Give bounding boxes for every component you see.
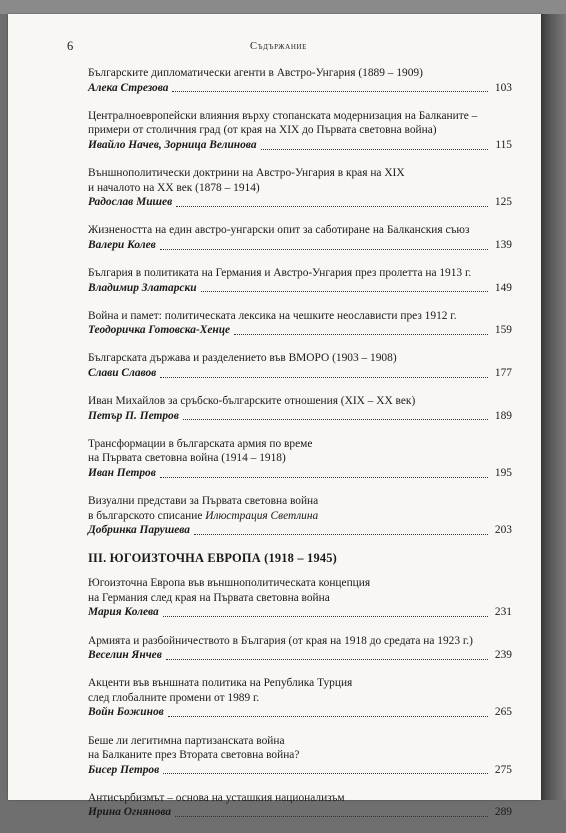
entry-title-line: и началото на XX век (1878 – 1914) [88,181,260,194]
entry-title-line: Трансформации в българската армия по време [88,437,313,450]
dot-leader [183,411,488,420]
entry-author-line [88,323,512,338]
entry-author-line [88,805,512,820]
dot-leader [166,651,488,660]
entry-page-number: 195 [494,466,512,479]
entry-title-line: на Балканите през Втората световна война? [88,749,300,762]
entry-title-line: Акценти във външната политика на Република Турция [88,677,353,690]
toc-entry[interactable] [88,734,512,778]
entry-author: Владимир Златарски [88,281,197,294]
dot-leader [176,198,488,207]
entry-page-number: 139 [494,238,512,251]
entry-title-line: Антисърбизмът – основа на усташкия национализъм [88,791,345,804]
entry-author-line [88,81,512,96]
entry-page-number: 189 [494,409,512,422]
entry-author: Ирина Огнянова [88,806,172,819]
entry-page-number: 177 [494,366,512,379]
dot-leader [194,526,488,535]
entry-page-number: 239 [494,649,512,662]
entry-author: Ивайло Начев, Зорница Велинова [88,138,257,151]
entry-title-line: Външнополитически доктрини на Австро-Унгария в края на XIX [88,166,405,179]
entry-author: Алека Стрезова [88,81,169,94]
entry-title-line: Война и памет: политическата лексика на чешките неослависти през 1912 г. [88,309,457,322]
entry-author: Мария Колева [88,606,159,619]
entry-title-line [88,509,512,524]
dot-leader [261,141,488,150]
entry-title-line: Централноевропейски влияния върху стопанската модернизация на Балканите – [88,109,478,122]
entry-page-number: 103 [494,81,512,94]
toc-entry[interactable] [88,266,512,295]
entry-author: Войн Божинов [88,706,164,719]
running-head: Съдържание [250,41,308,52]
entry-title-line: Беше ли легитимна партизанската война [88,734,285,747]
entry-title-text: в българското списание [88,509,206,522]
entry-page-number: 115 [495,138,512,151]
dot-leader [160,469,488,478]
entry-author: Слави Славов [88,366,157,379]
dot-leader [168,708,488,717]
magazine-title: Илюстрация Светлина [205,509,319,522]
entry-author: Радослав Мишев [88,196,173,209]
entry-author-line [88,605,512,620]
entry-author-line [88,466,512,481]
entry-title-line: Югоизточна Европа във външнополитическата концепция [88,577,371,590]
entry-page-number: 275 [494,763,512,776]
toc-entry[interactable] [88,576,512,620]
entry-page-number: 231 [494,606,512,619]
dot-leader [172,83,488,92]
toc-entry[interactable] [88,437,512,481]
entry-title-line: на Първата световна война (1914 – 1918) [88,452,286,465]
toc-entry[interactable] [88,66,512,95]
dot-leader [175,808,488,817]
toc-entry[interactable] [88,494,512,538]
scan-border-top [0,0,566,14]
entry-title-line: Българската държава и разделението във ВМОРО (1903 – 1908) [88,352,397,365]
entry-title-line: примери от столичния град (от края на XIX до Първата световна война) [88,124,437,137]
entry-author-line [88,195,512,210]
entry-title-line: на Германия след края на Първата световна война [88,591,330,604]
entry-author: Веселин Янчев [88,649,162,662]
toc-entry[interactable] [88,223,512,252]
entry-author: Валери Колев [88,238,156,251]
dot-leader [201,283,488,292]
dot-leader [163,608,488,617]
entry-page-number: 289 [494,806,512,819]
entry-author-line [88,138,512,153]
toc-entry[interactable] [88,166,512,210]
toc-group-part-2 [88,66,512,538]
entry-author-line [88,523,512,538]
entry-author: Иван Петров [88,466,156,479]
entry-page-number: 149 [494,281,512,294]
entry-author: Теодоричка Готовска-Хенце [88,324,231,337]
toc-entry[interactable] [88,109,512,153]
entry-title-line: Иван Михайлов за сръбско-българските отношения (XIX – XX век) [88,395,416,407]
page-number: 6 [67,39,74,53]
entry-author-line [88,705,512,720]
toc-entry[interactable] [88,634,512,663]
book-spine-edge [541,14,566,800]
entry-author-line [88,366,512,381]
entry-author-line [88,281,512,296]
dot-leader [160,369,488,378]
toc-entry[interactable] [88,791,512,820]
entry-title-line: България в политиката на Германия и Австро-Унгария през пролетта на 1913 г. [88,266,472,279]
toc-entry[interactable] [88,309,512,338]
entry-title-line: Българските дипломатически агенти в Австро-Унгария (1889 – 1909) [88,67,423,79]
toc-entry[interactable] [88,394,512,423]
dot-leader [160,241,488,250]
toc-entry[interactable] [88,676,512,720]
entry-title-line: Армията и разбойничеството в България (от края на 1918 до средата на 1923 г.) [88,634,473,647]
entry-author: Бисер Петров [88,763,160,776]
entry-page-number: 159 [494,324,512,337]
toc-entry[interactable] [88,351,512,380]
entry-page-number: 265 [494,706,512,719]
dot-leader [163,765,488,774]
toc-group-part-3 [88,576,512,820]
entry-title-line: Визуални представи за Първата световна война [88,494,319,507]
entry-title-line: Жизнеността на един австро-унгарски опит за саботиране на Балканския съюз [88,224,470,237]
entry-author-line [88,648,512,663]
table-of-contents [88,66,512,833]
entry-author: Добринка Парушева [88,524,190,537]
entry-page-number: 125 [494,196,512,209]
entry-author-line [88,238,512,253]
entry-author-line [88,763,512,778]
section-heading: III. ЮГОИЗТОЧНА ЕВРОПА (1918 – 1945) [88,551,337,566]
entry-author-line [88,409,512,424]
entry-title-line: след глобалните промени от 1989 г. [88,691,260,704]
entry-page-number: 203 [494,524,512,537]
dot-leader [234,326,488,335]
entry-author: Петър П. Петров [88,409,179,422]
